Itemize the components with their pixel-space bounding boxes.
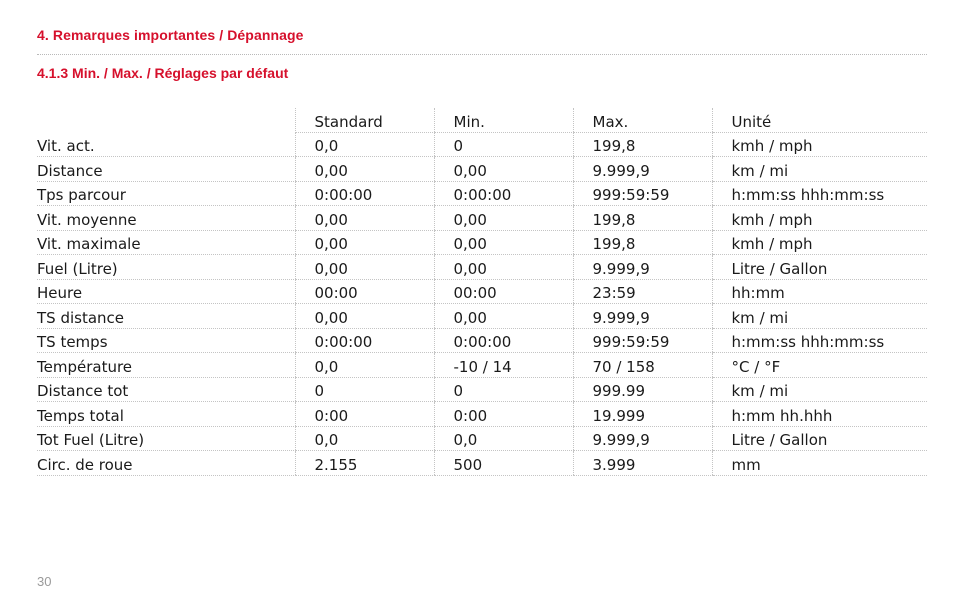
column-header-min: Min. (434, 108, 573, 132)
table-row (37, 255, 927, 280)
unit-value: mm (712, 451, 927, 476)
min-value: 0 (434, 377, 573, 402)
column-header-standard: Standard (295, 108, 434, 132)
standard-value: 0,0 (295, 353, 434, 378)
unit-value: Litre / Gallon (712, 426, 927, 451)
unit-value: h:mm:ss hhh:mm:ss (712, 328, 927, 353)
min-value: 0,0 (434, 426, 573, 451)
row-label: Tot Fuel (Litre) (37, 426, 295, 451)
row-label: Vit. act. (37, 132, 295, 157)
min-value: 0,00 (434, 255, 573, 280)
column-header-label (37, 108, 295, 132)
settings-table (37, 108, 927, 476)
table-row (37, 132, 927, 157)
row-label: Heure (37, 279, 295, 304)
row-label: Température (37, 353, 295, 378)
unit-value: kmh / mph (712, 230, 927, 255)
standard-value: 0,00 (295, 255, 434, 280)
standard-value: 0,00 (295, 157, 434, 182)
table-row (37, 279, 927, 304)
standard-value: 00:00 (295, 279, 434, 304)
min-value: 0,00 (434, 304, 573, 329)
standard-value: 0,00 (295, 304, 434, 329)
standard-value: 0:00 (295, 402, 434, 427)
max-value: 19.999 (573, 402, 712, 427)
table-row (37, 426, 927, 451)
table-row (37, 328, 927, 353)
standard-value: 0,00 (295, 206, 434, 231)
row-label: TS distance (37, 304, 295, 329)
max-value: 9.999,9 (573, 157, 712, 182)
min-value: 0,00 (434, 230, 573, 255)
max-value: 70 / 158 (573, 353, 712, 378)
max-value: 9.999,9 (573, 304, 712, 329)
unit-value: km / mi (712, 304, 927, 329)
min-value: 0:00 (434, 402, 573, 427)
row-label: Distance tot (37, 377, 295, 402)
table-row (37, 230, 927, 255)
table-row (37, 402, 927, 427)
max-value: 199,8 (573, 132, 712, 157)
table-body (37, 132, 927, 475)
max-value: 3.999 (573, 451, 712, 476)
min-value: -10 / 14 (434, 353, 573, 378)
unit-value: h:mm hh.hhh (712, 402, 927, 427)
min-value: 0,00 (434, 206, 573, 231)
max-value: 999.99 (573, 377, 712, 402)
standard-value: 0,0 (295, 132, 434, 157)
row-label: Circ. de roue (37, 451, 295, 476)
standard-value: 0:00:00 (295, 328, 434, 353)
page-number: 30 (37, 574, 52, 589)
unit-value: h:mm:ss hhh:mm:ss (712, 181, 927, 206)
max-value: 9.999,9 (573, 255, 712, 280)
max-value: 23:59 (573, 279, 712, 304)
row-label: Tps parcour (37, 181, 295, 206)
unit-value: kmh / mph (712, 206, 927, 231)
unit-value: °C / °F (712, 353, 927, 378)
unit-value: hh:mm (712, 279, 927, 304)
unit-value: km / mi (712, 377, 927, 402)
min-value: 500 (434, 451, 573, 476)
max-value: 999:59:59 (573, 328, 712, 353)
table-row (37, 157, 927, 182)
max-value: 999:59:59 (573, 181, 712, 206)
header-divider (37, 54, 927, 55)
table-row (37, 206, 927, 231)
section-title: 4. Remarques importantes / Dépannage (37, 27, 304, 43)
table-row (37, 353, 927, 378)
standard-value: 0 (295, 377, 434, 402)
standard-value: 0:00:00 (295, 181, 434, 206)
table-row (37, 377, 927, 402)
column-header-unit: Unité (712, 108, 927, 132)
table-row (37, 304, 927, 329)
column-header-max: Max. (573, 108, 712, 132)
unit-value: km / mi (712, 157, 927, 182)
min-value: 0 (434, 132, 573, 157)
max-value: 199,8 (573, 230, 712, 255)
min-value: 0:00:00 (434, 328, 573, 353)
min-value: 0,00 (434, 157, 573, 182)
unit-value: kmh / mph (712, 132, 927, 157)
unit-value: Litre / Gallon (712, 255, 927, 280)
table-row (37, 181, 927, 206)
max-value: 199,8 (573, 206, 712, 231)
table-row (37, 451, 927, 476)
row-label: Vit. moyenne (37, 206, 295, 231)
max-value: 9.999,9 (573, 426, 712, 451)
row-label: Temps total (37, 402, 295, 427)
row-label: TS temps (37, 328, 295, 353)
standard-value: 0,00 (295, 230, 434, 255)
row-label: Fuel (Litre) (37, 255, 295, 280)
row-label: Vit. maximale (37, 230, 295, 255)
min-value: 0:00:00 (434, 181, 573, 206)
row-label: Distance (37, 157, 295, 182)
subsection-title: 4.1.3 Min. / Max. / Réglages par défaut (37, 65, 289, 81)
standard-value: 0,0 (295, 426, 434, 451)
table-header-row (37, 108, 927, 132)
standard-value: 2.155 (295, 451, 434, 476)
min-value: 00:00 (434, 279, 573, 304)
